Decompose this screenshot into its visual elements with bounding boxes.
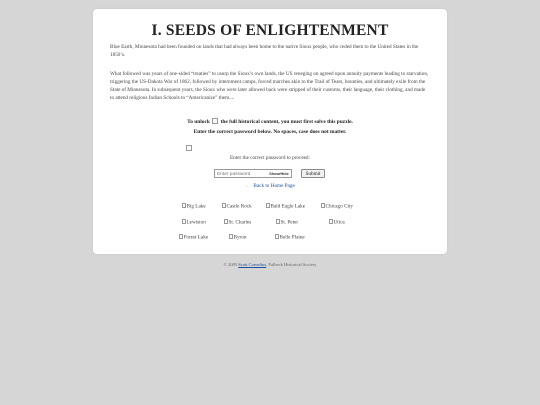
- unlock-prefix: To unlock: [187, 119, 210, 125]
- location-link[interactable]: [329, 219, 345, 227]
- location-link[interactable]: [224, 219, 251, 227]
- location-link[interactable]: [229, 234, 246, 242]
- location-label: St. Peter: [280, 219, 299, 226]
- broken-image-icon: [212, 118, 218, 124]
- broken-image-icon: [321, 203, 325, 208]
- page-footer: [0, 262, 540, 267]
- unlock-suffix: the full historical content, you must first solve this puzzle.: [220, 119, 353, 125]
- password-input[interactable]: [217, 170, 265, 178]
- broken-image-icon: [329, 219, 333, 224]
- broken-image-icon: [224, 219, 228, 224]
- intro-paragraph: Blue Earth, Minnesota had been founded on lands that had always been home to the native Sioux people, who ceded them to the United States in the 1850’s.: [110, 44, 419, 58]
- submit-button[interactable]: Submit: [301, 169, 325, 178]
- location-link[interactable]: [182, 219, 206, 227]
- broken-image-icon: [276, 219, 280, 224]
- location-label: Big Lake: [186, 203, 206, 210]
- location-label: Lewiston: [186, 219, 206, 226]
- show-hide-toggle[interactable]: Show/Hide: [269, 172, 289, 177]
- location-label: Byron: [233, 234, 247, 241]
- broken-image-icon: [182, 203, 186, 208]
- unlock-notice: [93, 117, 447, 137]
- history-paragraph: What followed was years of one-sided “treaties” to usurp the Sioux’s own lands, the US reneging on agreed upon annuity payments leading to starvation, triggering the US-Dakota War of 1862, followed by internment camps, forced marches akin to the Trail of Tears, bounties, and ultimately exile from the State of Minnesota. In subsequent years, the Sioux who were later allowed back were stripped of their customs, their language, their clothing, and made to attend religious Indian Schools to “Americanize” them....: [110, 71, 429, 101]
- broken-image-icon: [182, 219, 186, 224]
- location-link[interactable]: [321, 203, 353, 211]
- broken-image-icon: [222, 203, 226, 208]
- puzzle-image-icon: [186, 145, 192, 151]
- location-link[interactable]: [222, 203, 252, 211]
- location-link[interactable]: [179, 234, 208, 242]
- page-title: I. SEEDS OF ENLIGHTENMENT: [151, 22, 389, 39]
- location-label: Castle Rock: [226, 203, 252, 210]
- password-prompt: Enter the correct password to proceed:: [230, 155, 310, 161]
- broken-image-icon: [179, 234, 183, 239]
- broken-image-icon: [229, 234, 233, 239]
- footer-copyright: © 2005: [223, 262, 238, 267]
- back-to-home-link[interactable]: Back to Home Page: [253, 183, 295, 189]
- password-instructions: Enter the correct password below. No spaces, case does not matter.: [193, 129, 347, 135]
- broken-image-icon: [266, 203, 270, 208]
- back-link-row: [93, 183, 447, 189]
- broken-image-icon: [275, 234, 279, 239]
- content-card: [93, 9, 447, 254]
- location-label: Belle Plaine: [279, 234, 305, 241]
- location-link[interactable]: [266, 203, 305, 211]
- location-label: Forest Lake: [183, 234, 209, 241]
- location-link[interactable]: [275, 234, 305, 242]
- location-label: Chicago City: [325, 203, 354, 210]
- location-label: St. Charles: [228, 219, 252, 226]
- location-link[interactable]: [276, 219, 298, 227]
- location-label: Utica: [333, 219, 345, 226]
- back-arrow-icon: ←: [245, 183, 251, 189]
- location-link[interactable]: [182, 203, 206, 211]
- password-field-box: [214, 169, 292, 178]
- footer-organization: , Fulbeck Historical Society: [266, 262, 317, 267]
- location-label: Bald Eagle Lake: [270, 203, 306, 210]
- author-link[interactable]: Scott Cornelius: [238, 262, 267, 267]
